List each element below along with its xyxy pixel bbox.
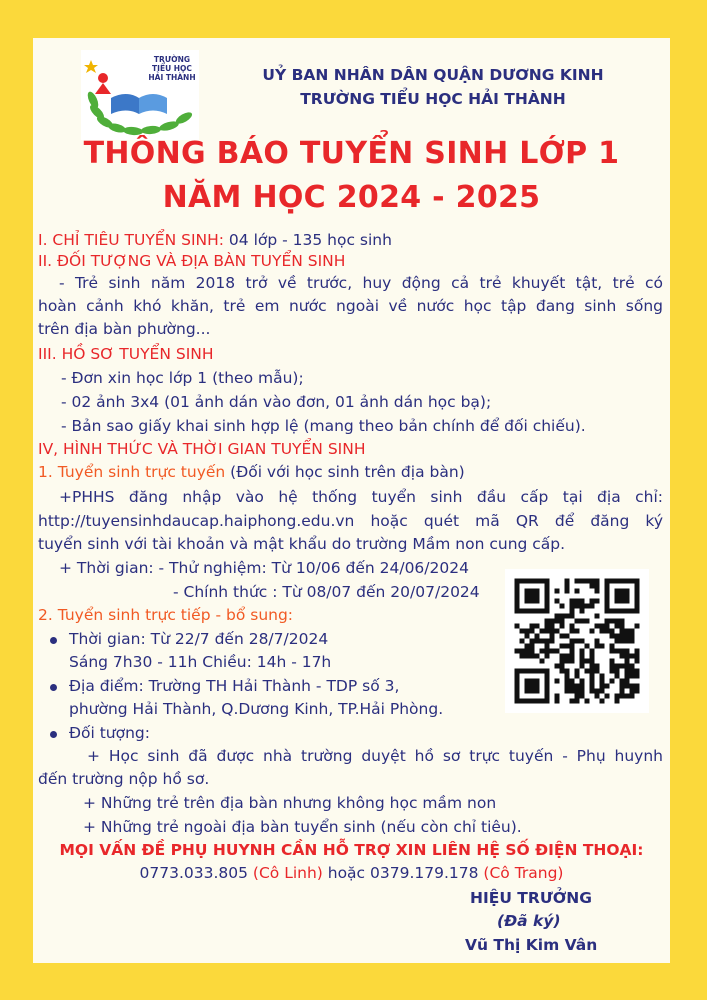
signature-name: Vũ Thị Kim Vân — [465, 936, 598, 954]
bullet-dot — [50, 731, 57, 738]
subject-1-line1: + Học sinh đã được nhà trường duyệt hồ sơ trực tuyến - Phụ huynh — [87, 747, 663, 765]
phone-1[interactable]: 0773.033.805 — [139, 864, 248, 882]
subject-1-line2: đến trường nộp hồ sơ. — [38, 770, 210, 788]
online-paragraph-line3: tuyển sinh với tài khoản và mật khẩu do trường Mầm non cung cấp. — [38, 535, 566, 553]
section-target-heading: II. ĐỐI TƯỢNG VÀ ĐỊA BÀN TUYỂN SINH — [38, 252, 346, 270]
online-time-official: - Chính thức : Từ 08/07 đến 20/07/2024 — [173, 583, 480, 601]
direct-time: Thời gian: Từ 22/7 đến 28/7/2024 — [69, 630, 329, 648]
signature-signed: (Đã ký) — [497, 912, 561, 930]
online-time-trial: + Thời gian: - Thử nghiệm: Từ 10/06 đến 24/06/2024 — [59, 559, 469, 577]
direct-place-line1: Địa điểm: Trường TH Hải Thành - TDP số 3, — [69, 677, 400, 695]
title-line1: THÔNG BÁO TUYỂN SINH LỚP 1 — [83, 136, 620, 171]
section-documents-heading: III. HỒ SƠ TUYỂN SINH — [38, 345, 214, 363]
document-item: - 02 ảnh 3x4 (01 ảnh dán vào đơn, 01 ảnh dán học bạ); — [61, 393, 492, 411]
online-paragraph-line1: +PHHS đăng nhập vào hệ thống tuyển sinh đầu cấp tại địa chỉ: — [59, 488, 663, 506]
direct-heading: 2. Tuyển sinh trực tiếp - bổ sung: — [38, 606, 294, 624]
contact-name-1: (Cô Linh) — [247, 864, 323, 882]
notice-panel — [33, 38, 670, 963]
school-logo — [81, 50, 199, 140]
direct-place-line2: phường Hải Thành, Q.Dương Kinh, TP.Hải Phòng. — [69, 700, 444, 718]
online-heading-row — [38, 462, 465, 482]
bullet-dot — [50, 684, 57, 691]
document-item: - Đơn xin học lớp 1 (theo mẫu); — [61, 369, 304, 387]
online-paragraph-line2: http://tuyensinhdaucap.haiphong.edu.vn hoặc quét mã QR để đăng ký — [38, 512, 663, 530]
signature-role: HIỆU TRƯỞNG — [470, 889, 593, 907]
bullet-dot — [50, 637, 57, 644]
qr-code-icon — [505, 569, 649, 713]
header-authority: UỶ BAN NHÂN DÂN QUẬN DƯƠNG KINH — [262, 66, 604, 84]
contact-heading: MỌI VẤN ĐỀ PHỤ HUYNH CẦN HỖ TRỢ XIN LIÊN HỆ SỐ ĐIỆN THOẠI: — [59, 841, 644, 859]
target-paragraph-line3: trên địa bàn phường... — [38, 320, 211, 338]
subject-3: + Những trẻ ngoài địa bàn tuyển sinh (nếu còn chỉ tiêu). — [83, 818, 522, 836]
contact-joiner: hoặc — [322, 864, 371, 882]
title-line2: NĂM HỌC 2024 - 2025 — [162, 180, 541, 215]
document-item: - Bản sao giấy khai sinh hợp lệ (mang theo bản chính để đối chiếu). — [61, 417, 586, 435]
direct-hours: Sáng 7h30 - 11h Chiều: 14h - 17h — [69, 653, 332, 671]
contact-name-2: (Cô Trang) — [478, 864, 564, 882]
direct-subjects-label: Đối tượng: — [69, 724, 150, 742]
section-quota — [38, 230, 392, 250]
target-paragraph-line2: hoàn cảnh khó khăn, trẻ em nước ngoài về nước học tập đang sinh sống — [38, 297, 663, 315]
section-method-heading: IV, HÌNH THỨC VÀ THỜI GIAN TUYỂN SINH — [38, 440, 366, 458]
qr-code[interactable] — [505, 569, 649, 713]
subject-2: + Những trẻ trên địa bàn nhưng không học mầm non — [83, 794, 497, 812]
target-paragraph-line1: - Trẻ sinh năm 2018 trở về trước, huy động cả trẻ khuyết tật, trẻ có — [59, 274, 663, 292]
online-heading: 1. Tuyển sinh trực tuyến — [38, 463, 226, 481]
online-note: (Đối với học sinh trên địa bàn) — [225, 463, 465, 481]
header-school: TRƯỜNG TIỂU HỌC HẢI THÀNH — [300, 90, 566, 108]
contact-phones — [33, 864, 670, 882]
logo-text: TRƯỜNG TIỂU HỌC HẢI THÀNH — [148, 55, 196, 82]
section-quota-heading: I. CHỈ TIÊU TUYỂN SINH: — [38, 231, 224, 249]
phone-2[interactable]: 0379.179.178 — [370, 864, 479, 882]
section-quota-value: 04 lớp - 135 học sinh — [224, 231, 392, 249]
